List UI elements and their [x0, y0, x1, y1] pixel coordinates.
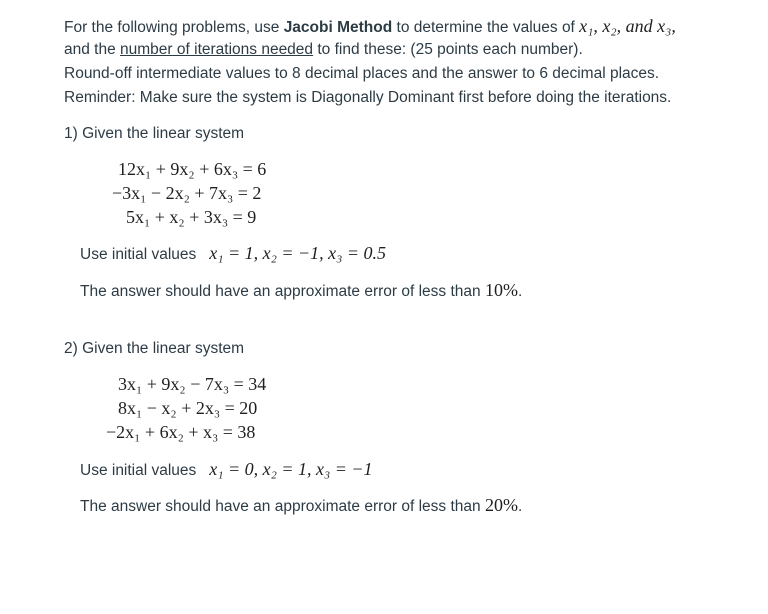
intro-text: and the	[64, 41, 121, 58]
problem-1-heading: 1) Given the linear system	[64, 125, 245, 142]
error-value: 10%	[484, 280, 518, 300]
problem-1-initial	[80, 243, 386, 265]
problem-2-equation-1: 3x₁ + 9x₂ − 7x₃ = 34	[118, 374, 267, 394]
variables-list: x₁, x₂, and x₃,	[579, 16, 676, 36]
intro-text: to find these: (25 points each number).	[313, 41, 583, 58]
initial-label: Use initial values	[80, 462, 197, 479]
problem-2-initial	[80, 459, 373, 481]
problem-2-equation-3: −2x₁ + 6x₂ + x₃ = 38	[106, 422, 256, 442]
initial-values: x₁ = 0, x₂ = 1, x₃ = −1	[209, 459, 373, 479]
error-end: .	[517, 283, 523, 300]
problem-2-error	[80, 495, 522, 517]
intro-line-3: Round-off intermediate values to 8 decimal places and the answer to 6 decimal places.	[64, 65, 660, 82]
problem-1-equation-1: 12x₁ + 9x₂ + 6x₃ = 6	[118, 159, 267, 179]
problem-2-equation-2: 8x₁ − x₂ + 2x₃ = 20	[118, 398, 258, 418]
error-text: The answer should have an approximate error of less than	[80, 498, 481, 515]
error-text: The answer should have an approximate error of less than	[80, 283, 481, 300]
problem-1-equation-3: 5x₁ + x₂ + 3x₃ = 9	[126, 207, 257, 227]
problem-1-error	[80, 280, 522, 302]
intro-line-4: Reminder: Make sure the system is Diagonally Dominant first before doing the iterations.	[64, 89, 672, 106]
problem-1-equation-2: −3x₁ − 2x₂ + 7x₃ = 2	[112, 183, 262, 203]
intro-line-1	[64, 16, 676, 38]
method-name: Jacobi Method	[283, 19, 393, 36]
intro-text: to determine the values of	[392, 19, 580, 36]
intro-text: For the following problems, use	[64, 19, 284, 36]
error-value: 20%	[484, 495, 518, 515]
initial-values: x₁ = 1, x₂ = −1, x₃ = 0.5	[209, 243, 387, 263]
problem-2-heading: 2) Given the linear system	[64, 340, 245, 357]
initial-label: Use initial values	[80, 246, 197, 263]
iterations-note: number of iterations needed	[120, 41, 314, 58]
intro-line-2	[64, 40, 583, 60]
error-end: .	[517, 498, 523, 515]
